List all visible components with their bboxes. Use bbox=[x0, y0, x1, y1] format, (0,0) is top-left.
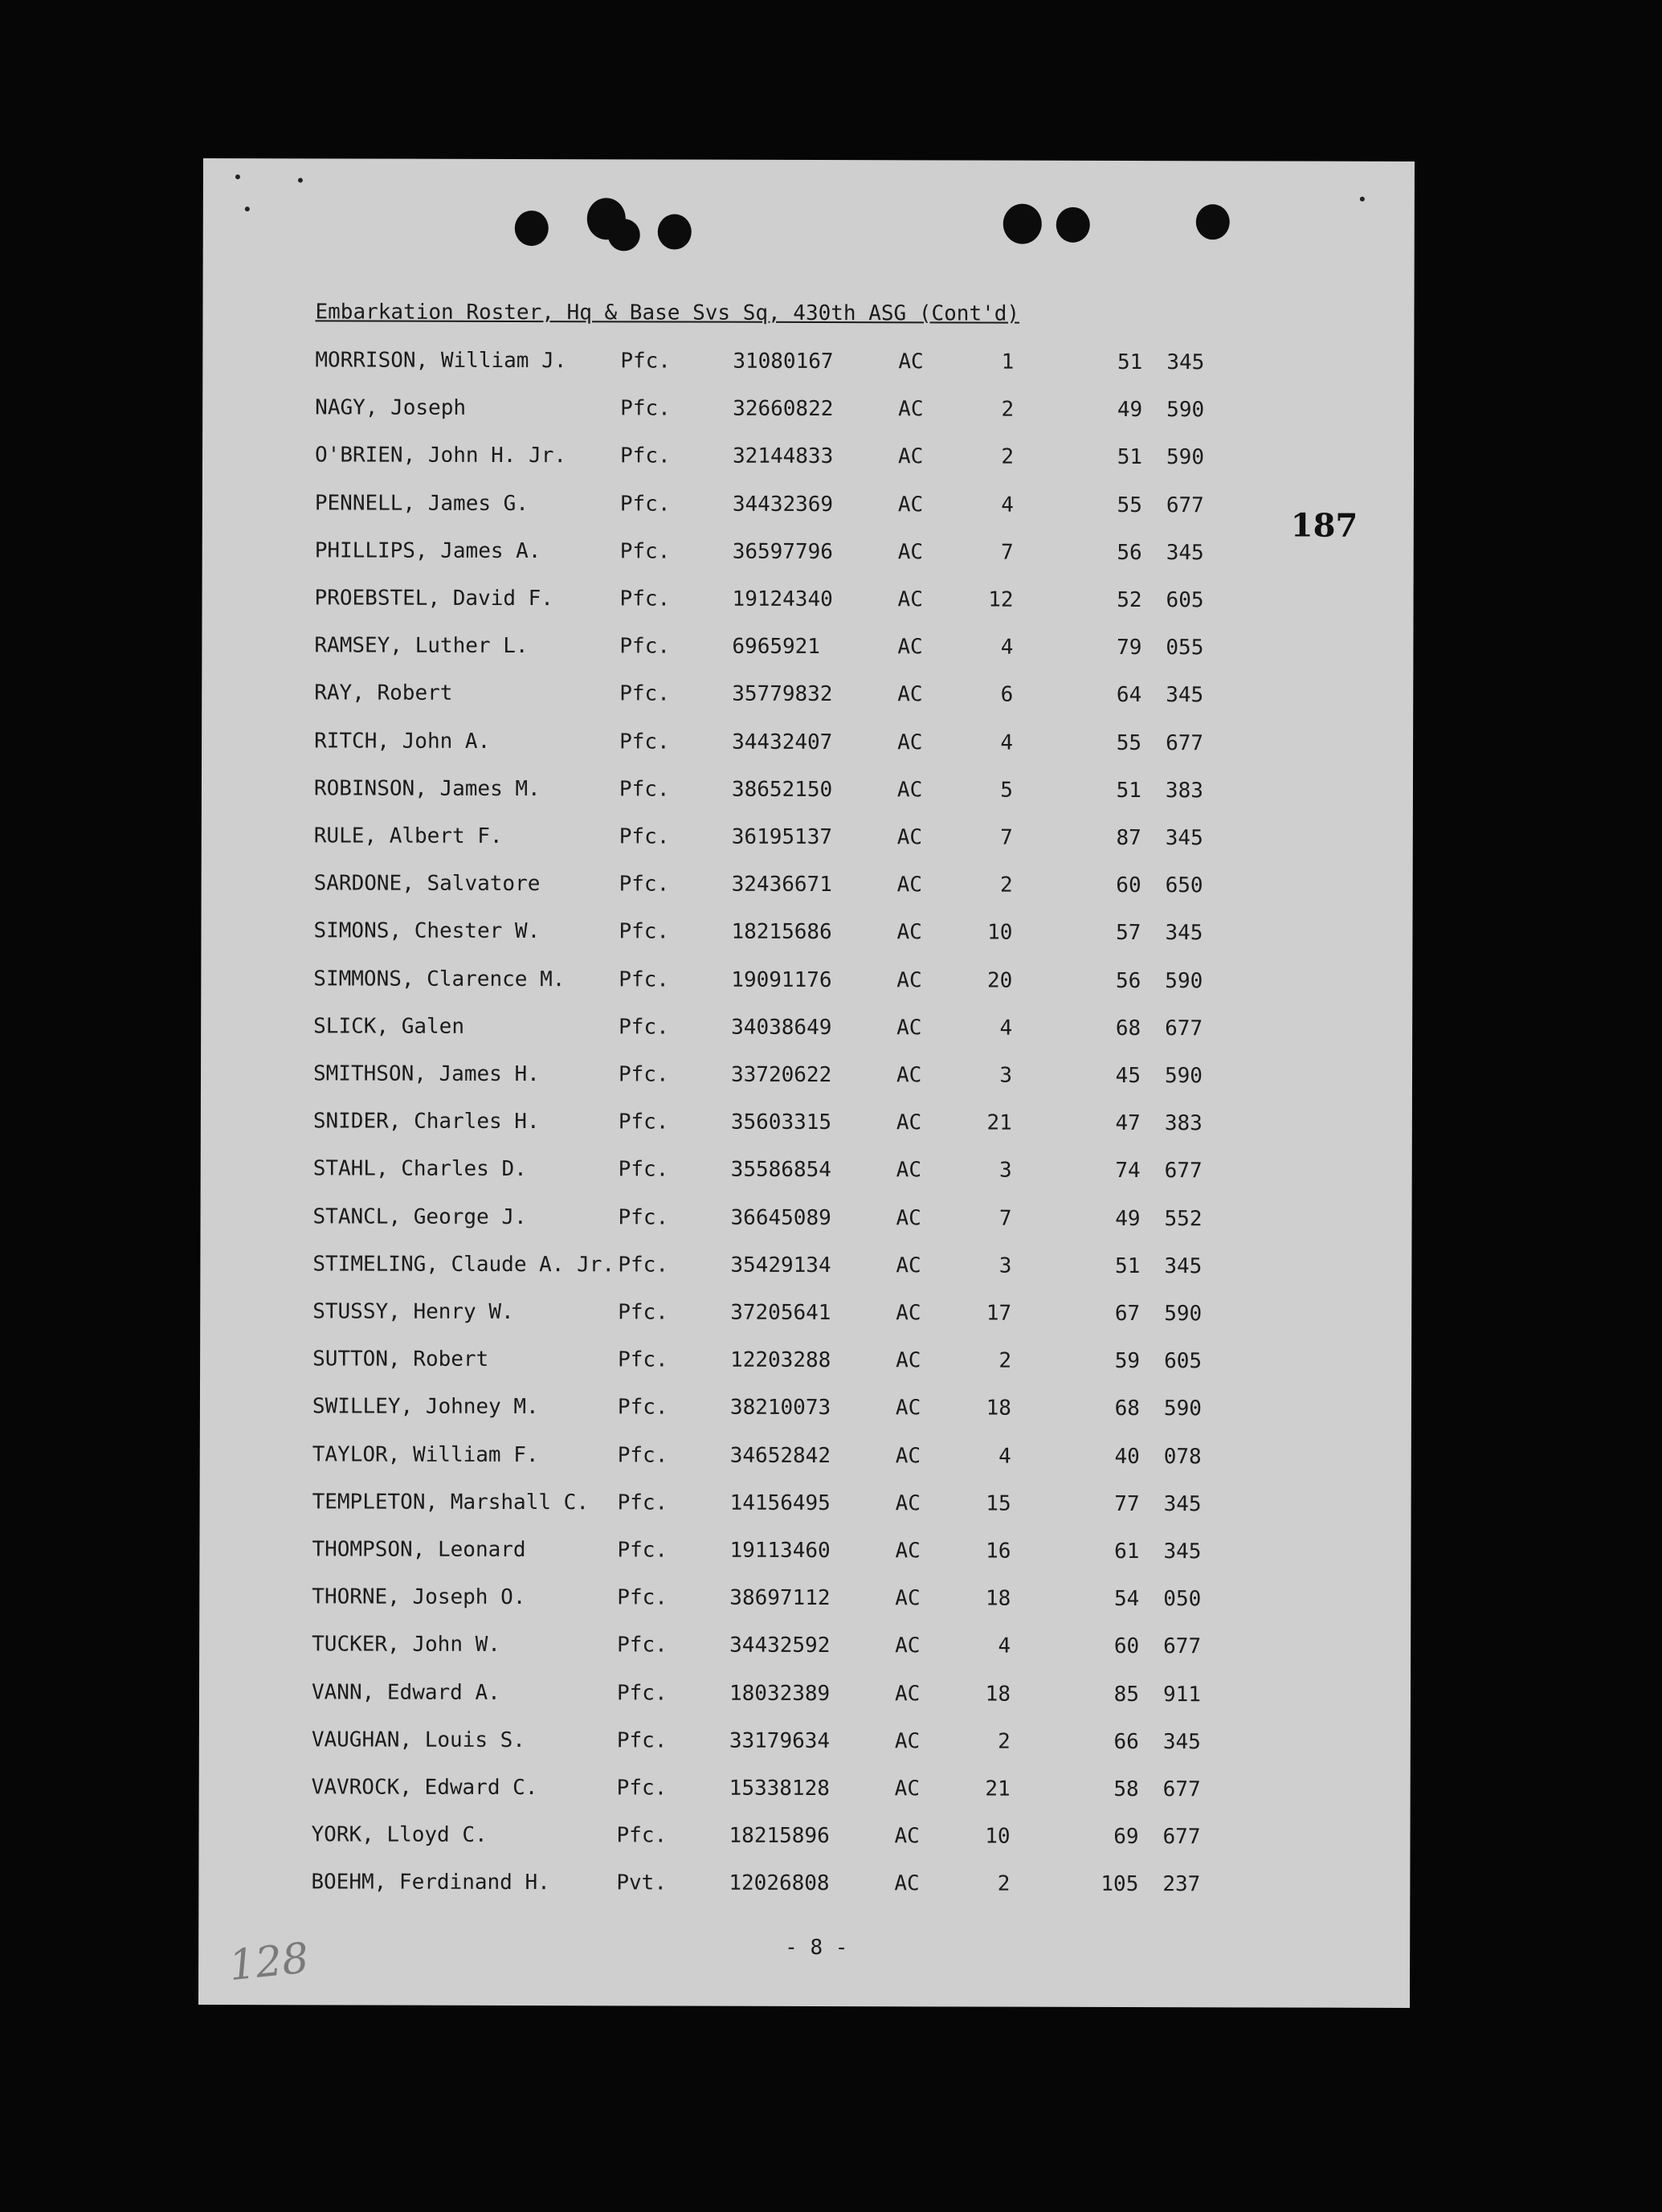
entry-serial-number: 35779832 bbox=[732, 682, 833, 707]
entry-arm-of-service: AC bbox=[896, 920, 922, 945]
entry-arm-of-service: AC bbox=[896, 1158, 922, 1183]
entry-code-1: 20 bbox=[986, 968, 1013, 993]
entry-code-2: 68 bbox=[1114, 1396, 1140, 1421]
entry-code-1: 10 bbox=[985, 1824, 1011, 1849]
roster-row bbox=[202, 491, 1414, 523]
entry-name: TAYLOR, William F. bbox=[312, 1441, 539, 1467]
roster-row bbox=[199, 1775, 1411, 1807]
entry-serial-number: 15338128 bbox=[729, 1776, 830, 1801]
entry-name: RAMSEY, Luther L. bbox=[314, 633, 529, 659]
roster-row bbox=[200, 1204, 1411, 1237]
entry-code-3: 590 bbox=[1164, 1302, 1203, 1327]
entry-code-2: 57 bbox=[1116, 921, 1141, 946]
entry-grade: Pfc. bbox=[618, 1347, 668, 1372]
entry-code-3: 677 bbox=[1163, 1634, 1202, 1659]
roster-title: Embarkation Roster, Hq & Base Svs Sq, 430th ASG (Cont'd) bbox=[315, 300, 1020, 326]
entry-code-1: 7 bbox=[998, 1206, 1012, 1231]
entry-code-3: 345 bbox=[1163, 1491, 1202, 1517]
entry-name: SMITHSON, James H. bbox=[312, 1061, 540, 1087]
entry-name: THORNE, Joseph O. bbox=[312, 1584, 526, 1610]
entry-serial-number: 18215896 bbox=[729, 1823, 830, 1849]
entry-code-3: 345 bbox=[1166, 350, 1205, 375]
entry-grade: Pfc. bbox=[620, 349, 672, 374]
entry-arm-of-service: AC bbox=[898, 350, 924, 374]
entry-arm-of-service: AC bbox=[898, 397, 924, 422]
entry-serial-number: 33179634 bbox=[729, 1728, 831, 1753]
entry-code-1: 4 bbox=[999, 1016, 1013, 1041]
entry-arm-of-service: AC bbox=[895, 1491, 921, 1516]
entry-name: THOMPSON, Leonard bbox=[312, 1537, 526, 1563]
entry-name: STAHL, Charles D. bbox=[312, 1156, 527, 1182]
roster-row bbox=[202, 871, 1413, 903]
entry-code-1: 5 bbox=[1000, 778, 1013, 803]
entry-serial-number: 14156495 bbox=[729, 1490, 831, 1515]
entry-name: STIMELING, Claude A. Jr. bbox=[312, 1252, 615, 1278]
roster-row bbox=[202, 586, 1414, 618]
entry-grade: Pfc. bbox=[620, 396, 671, 421]
entry-code-1: 21 bbox=[986, 1110, 1012, 1135]
entry-code-1: 4 bbox=[998, 1633, 1011, 1659]
entry-arm-of-service: AC bbox=[897, 635, 923, 660]
entry-name: NAGY, Joseph bbox=[315, 395, 467, 421]
entry-name: SNIDER, Charles H. bbox=[312, 1109, 540, 1135]
roster-row bbox=[199, 1632, 1411, 1664]
roster-row bbox=[202, 348, 1414, 380]
entry-code-3: 590 bbox=[1166, 398, 1205, 423]
entry-serial-number: 34432407 bbox=[732, 730, 833, 754]
entry-code-2: 51 bbox=[1117, 350, 1143, 375]
entry-serial-number: 36195137 bbox=[731, 824, 833, 850]
entry-code-3: 590 bbox=[1166, 445, 1205, 470]
entry-code-1: 10 bbox=[987, 920, 1013, 946]
entry-arm-of-service: AC bbox=[897, 540, 924, 565]
entry-arm-of-service: AC bbox=[896, 1253, 921, 1278]
entry-serial-number: 34038649 bbox=[731, 1015, 832, 1040]
entry-code-3: 552 bbox=[1164, 1206, 1203, 1231]
entry-code-1: 3 bbox=[998, 1253, 1012, 1278]
entry-name: PENNELL, James G. bbox=[314, 490, 529, 516]
entry-code-2: 85 bbox=[1113, 1682, 1140, 1707]
entry-code-3: 677 bbox=[1162, 1825, 1201, 1850]
roster-row bbox=[201, 967, 1412, 999]
roster-row bbox=[198, 1870, 1410, 1902]
entry-serial-number: 35429134 bbox=[730, 1253, 831, 1278]
entry-name: VANN, Edward A. bbox=[311, 1679, 500, 1705]
entry-serial-number: 34432369 bbox=[732, 492, 834, 517]
entry-grade: Pfc. bbox=[619, 967, 669, 992]
entry-code-3: 345 bbox=[1165, 826, 1203, 851]
entry-arm-of-service: AC bbox=[897, 444, 924, 469]
entry-code-3: 383 bbox=[1164, 1111, 1203, 1136]
entry-code-2: 74 bbox=[1115, 1159, 1141, 1184]
entry-code-2: 45 bbox=[1115, 1063, 1141, 1089]
entry-code-3: 650 bbox=[1165, 873, 1203, 898]
entry-code-3: 677 bbox=[1162, 1777, 1201, 1802]
entry-code-3: 345 bbox=[1166, 540, 1204, 566]
entry-code-2: 49 bbox=[1115, 1206, 1141, 1231]
entry-code-1: 18 bbox=[985, 1586, 1011, 1611]
entry-code-3: 055 bbox=[1166, 636, 1204, 660]
entry-code-2: 77 bbox=[1114, 1491, 1140, 1516]
document-page bbox=[198, 158, 1415, 2008]
entry-name: RULE, Albert F. bbox=[313, 824, 503, 848]
entry-arm-of-service: AC bbox=[896, 1301, 921, 1326]
entry-name: VAUGHAN, Louis S. bbox=[311, 1727, 525, 1752]
entry-grade: Pfc. bbox=[619, 634, 671, 659]
entry-code-1: 18 bbox=[986, 1396, 1011, 1421]
entry-name: STUSSY, Henry W. bbox=[312, 1299, 514, 1325]
entry-arm-of-service: AC bbox=[896, 967, 922, 992]
entry-code-2: 60 bbox=[1116, 873, 1141, 898]
entry-grade: Pfc. bbox=[619, 729, 670, 754]
entry-grade: Pfc. bbox=[617, 1395, 668, 1420]
roster-row bbox=[201, 1109, 1412, 1141]
entry-code-2: 51 bbox=[1115, 1253, 1141, 1278]
entry-arm-of-service: AC bbox=[895, 1443, 921, 1468]
entry-code-1: 18 bbox=[985, 1682, 1011, 1707]
entry-grade: Pfc. bbox=[619, 587, 671, 611]
entry-serial-number: 19091176 bbox=[731, 967, 832, 992]
entry-serial-number: 18032389 bbox=[729, 1681, 831, 1706]
entry-arm-of-service: AC bbox=[897, 492, 924, 517]
entry-serial-number: 34432592 bbox=[729, 1633, 831, 1658]
entry-serial-number: 12026808 bbox=[729, 1871, 830, 1896]
entry-name: SLICK, Galen bbox=[313, 1014, 465, 1039]
entry-code-2: 67 bbox=[1114, 1301, 1141, 1327]
entry-code-3: 345 bbox=[1164, 1253, 1203, 1279]
entry-code-1: 7 bbox=[1000, 825, 1013, 850]
roster-row bbox=[202, 681, 1413, 713]
entry-arm-of-service: AC bbox=[896, 825, 923, 850]
entry-arm-of-service: AC bbox=[896, 1016, 922, 1041]
entry-name: YORK, Lloyd C. bbox=[311, 1822, 488, 1848]
entry-grade: Pfc. bbox=[617, 1538, 668, 1563]
entry-serial-number: 37205641 bbox=[730, 1300, 831, 1326]
entry-serial-number: 35586854 bbox=[730, 1158, 831, 1183]
entry-serial-number: 32660822 bbox=[733, 396, 834, 422]
entry-code-2: 47 bbox=[1115, 1111, 1141, 1136]
roster-row bbox=[200, 1490, 1411, 1522]
entry-name: RAY, Robert bbox=[314, 681, 453, 706]
entry-serial-number: 36645089 bbox=[730, 1205, 831, 1230]
entry-serial-number: 19124340 bbox=[732, 587, 833, 612]
entry-name: PHILLIPS, James A. bbox=[314, 538, 541, 563]
entry-grade: Pfc. bbox=[618, 1062, 669, 1087]
entry-name: ROBINSON, James M. bbox=[313, 776, 541, 801]
entry-serial-number: 19113460 bbox=[729, 1538, 831, 1564]
entry-code-2: 69 bbox=[1113, 1825, 1139, 1850]
roster-row bbox=[200, 1442, 1411, 1474]
roster-row bbox=[200, 1299, 1411, 1331]
entry-code-3: 345 bbox=[1162, 1729, 1201, 1755]
entry-grade: Pfc. bbox=[619, 777, 670, 802]
entry-arm-of-service: AC bbox=[894, 1729, 921, 1754]
entry-code-2: 55 bbox=[1116, 730, 1142, 755]
entry-code-2: 58 bbox=[1113, 1777, 1139, 1802]
entry-name: TEMPLETON, Marshall C. bbox=[312, 1490, 590, 1515]
entry-code-3: 345 bbox=[1163, 1539, 1202, 1564]
entry-arm-of-service: AC bbox=[894, 1871, 920, 1896]
entry-name: STANCL, George J. bbox=[312, 1204, 527, 1229]
entry-serial-number: 32436671 bbox=[731, 872, 832, 897]
page-number: - 8 - bbox=[785, 1935, 848, 1961]
entry-arm-of-service: AC bbox=[896, 1063, 922, 1088]
entry-code-3: 677 bbox=[1165, 1016, 1203, 1041]
entry-arm-of-service: AC bbox=[895, 1633, 921, 1658]
entry-name: BOEHM, Ferdinand H. bbox=[311, 1870, 550, 1895]
entry-arm-of-service: AC bbox=[897, 682, 923, 707]
entry-grade: Pfc. bbox=[616, 1823, 668, 1848]
entry-name: SIMONS, Chester W. bbox=[313, 918, 541, 944]
entry-code-3: 078 bbox=[1163, 1444, 1202, 1469]
entry-code-3: 590 bbox=[1163, 1396, 1202, 1421]
entry-code-2: 60 bbox=[1113, 1634, 1140, 1659]
entry-name: SWILLEY, Johney M. bbox=[312, 1394, 539, 1420]
entry-arm-of-service: AC bbox=[896, 1205, 921, 1230]
entry-code-1: 2 bbox=[1001, 397, 1015, 422]
entry-grade: Pfc. bbox=[619, 491, 671, 517]
entry-code-2: 79 bbox=[1117, 636, 1142, 660]
entry-grade: Pfc. bbox=[619, 872, 670, 897]
roster-row bbox=[202, 824, 1413, 856]
entry-name: SIMMONS, Clarence M. bbox=[313, 966, 566, 992]
entry-name: TUCKER, John W. bbox=[312, 1632, 501, 1658]
entry-grade: Pfc. bbox=[617, 1442, 668, 1468]
entry-grade: Pfc. bbox=[619, 1015, 669, 1040]
entry-grade: Pfc. bbox=[618, 1204, 669, 1230]
entry-code-3: 345 bbox=[1165, 921, 1203, 946]
entry-code-3: 605 bbox=[1164, 1349, 1203, 1374]
entry-grade: Pfc. bbox=[617, 1490, 668, 1515]
entry-code-3: 911 bbox=[1162, 1682, 1202, 1707]
entry-arm-of-service: AC bbox=[895, 1539, 921, 1564]
entry-code-2: 87 bbox=[1116, 825, 1141, 851]
entry-serial-number: 38697112 bbox=[729, 1585, 831, 1611]
entry-code-1: 3 bbox=[999, 1063, 1013, 1088]
entry-code-2: 56 bbox=[1115, 968, 1141, 993]
entry-arm-of-service: AC bbox=[897, 587, 923, 612]
entry-code-2: 59 bbox=[1114, 1349, 1141, 1374]
roster-row bbox=[200, 1347, 1411, 1379]
entry-arm-of-service: AC bbox=[896, 778, 923, 803]
entry-code-1: 2 bbox=[998, 1348, 1012, 1373]
roster-row bbox=[202, 443, 1414, 475]
page-stamp-number: 187 bbox=[1290, 506, 1358, 545]
entry-grade: Pfc. bbox=[619, 919, 670, 944]
entry-code-2: 52 bbox=[1117, 587, 1142, 613]
entry-serial-number: 34652842 bbox=[729, 1443, 831, 1468]
entry-code-1: 21 bbox=[985, 1777, 1011, 1801]
entry-code-2: 54 bbox=[1113, 1587, 1140, 1612]
roster-row bbox=[200, 1252, 1411, 1284]
entry-serial-number: 36597796 bbox=[732, 539, 833, 564]
entry-arm-of-service: AC bbox=[894, 1681, 921, 1706]
roster-row bbox=[201, 918, 1412, 951]
entry-arm-of-service: AC bbox=[894, 1824, 920, 1849]
entry-code-1: 3 bbox=[999, 1158, 1012, 1184]
entry-name: RITCH, John A. bbox=[314, 728, 491, 754]
entry-serial-number: 35603315 bbox=[730, 1110, 832, 1135]
entry-arm-of-service: AC bbox=[896, 1348, 921, 1373]
entry-code-3: 677 bbox=[1166, 730, 1204, 755]
entry-code-2: 61 bbox=[1114, 1539, 1140, 1564]
roster-row bbox=[199, 1680, 1411, 1712]
roster-row bbox=[202, 633, 1413, 665]
entry-serial-number: 38652150 bbox=[731, 777, 833, 802]
entry-code-3: 050 bbox=[1163, 1587, 1202, 1612]
roster-row bbox=[202, 729, 1413, 761]
entry-grade: Pfc. bbox=[618, 1253, 669, 1278]
entry-arm-of-service: AC bbox=[894, 1777, 921, 1801]
entry-arm-of-service: AC bbox=[895, 1396, 921, 1421]
entry-grade: Pvt. bbox=[616, 1871, 668, 1895]
entry-arm-of-service: AC bbox=[896, 873, 922, 897]
entry-name: MORRISON, William J. bbox=[315, 348, 567, 374]
entry-code-1: 17 bbox=[986, 1301, 1012, 1326]
roster-list bbox=[198, 158, 1415, 2008]
roster-row bbox=[199, 1537, 1411, 1569]
entry-code-3: 677 bbox=[1166, 493, 1204, 517]
entry-code-1: 1 bbox=[1001, 350, 1015, 374]
roster-row bbox=[201, 1061, 1412, 1094]
entry-code-1: 6 bbox=[1000, 682, 1014, 708]
entry-grade: Pfc. bbox=[618, 1157, 669, 1182]
entry-grade: Pfc. bbox=[616, 1728, 668, 1753]
entry-serial-number: 31080167 bbox=[733, 349, 834, 374]
roster-row bbox=[198, 1822, 1410, 1854]
entry-grade: Pfc. bbox=[619, 539, 671, 564]
roster-row bbox=[202, 538, 1414, 570]
roster-row bbox=[201, 1156, 1412, 1188]
entry-serial-number: 38210073 bbox=[729, 1396, 831, 1421]
entry-code-2: 51 bbox=[1117, 445, 1143, 470]
entry-code-2: 56 bbox=[1117, 540, 1142, 565]
entry-code-2: 68 bbox=[1115, 1016, 1141, 1041]
entry-grade: Pfc. bbox=[616, 1680, 668, 1706]
entry-grade: Pfc. bbox=[618, 1110, 669, 1135]
entry-code-3: 605 bbox=[1166, 588, 1204, 613]
entry-code-2: 49 bbox=[1117, 398, 1143, 423]
entry-code-1: 7 bbox=[1001, 540, 1014, 565]
entry-name: VAVROCK, Edward C. bbox=[311, 1775, 538, 1801]
entry-serial-number: 33720622 bbox=[730, 1062, 832, 1088]
entry-code-1: 4 bbox=[1001, 493, 1014, 517]
entry-code-3: 345 bbox=[1166, 683, 1204, 708]
entry-code-2: 105 bbox=[1101, 1872, 1139, 1897]
roster-row bbox=[199, 1727, 1411, 1760]
entry-code-3: 590 bbox=[1164, 1064, 1203, 1089]
entry-code-1: 12 bbox=[988, 587, 1014, 612]
roster-row bbox=[200, 1394, 1411, 1426]
entry-serial-number: 6965921 bbox=[732, 634, 821, 660]
handwritten-note: 128 bbox=[227, 1934, 312, 1991]
entry-grade: Pfc. bbox=[619, 681, 670, 706]
entry-serial-number: 32144833 bbox=[732, 444, 834, 469]
entry-name: O'BRIEN, John H. Jr. bbox=[314, 443, 567, 468]
entry-code-1: 16 bbox=[986, 1539, 1011, 1564]
entry-code-1: 2 bbox=[1001, 444, 1015, 470]
entry-name: PROEBSTEL, David F. bbox=[314, 586, 554, 611]
entry-arm-of-service: AC bbox=[897, 730, 923, 754]
entry-code-1: 15 bbox=[986, 1491, 1011, 1516]
entry-serial-number: 12203288 bbox=[730, 1347, 831, 1373]
roster-row bbox=[201, 1014, 1412, 1046]
entry-code-1: 2 bbox=[998, 1729, 1011, 1754]
entry-code-1: 4 bbox=[1000, 730, 1014, 755]
entry-code-3: 383 bbox=[1165, 778, 1203, 803]
entry-name: SUTTON, Robert bbox=[312, 1347, 489, 1372]
entry-code-2: 40 bbox=[1114, 1444, 1140, 1469]
roster-row bbox=[202, 776, 1413, 808]
entry-code-2: 66 bbox=[1113, 1729, 1139, 1754]
entry-name: SARDONE, Salvatore bbox=[313, 871, 541, 897]
roster-row bbox=[199, 1584, 1411, 1617]
entry-code-1: 4 bbox=[1000, 635, 1014, 660]
entry-grade: Pfc. bbox=[619, 824, 670, 849]
entry-grade: Pfc. bbox=[616, 1776, 668, 1801]
entry-code-1: 4 bbox=[998, 1444, 1011, 1469]
entry-code-2: 55 bbox=[1117, 493, 1142, 517]
entry-code-3: 237 bbox=[1162, 1872, 1201, 1897]
entry-code-2: 64 bbox=[1116, 683, 1142, 708]
entry-grade: Pfc. bbox=[617, 1585, 668, 1610]
entry-serial-number: 18215686 bbox=[731, 920, 832, 945]
entry-code-2: 51 bbox=[1116, 778, 1141, 803]
entry-arm-of-service: AC bbox=[896, 1110, 922, 1135]
entry-code-3: 677 bbox=[1164, 1159, 1203, 1184]
entry-code-1: 2 bbox=[999, 873, 1013, 897]
roster-row bbox=[202, 395, 1414, 427]
entry-code-1: 2 bbox=[997, 1871, 1011, 1897]
entry-grade: Pfc. bbox=[618, 1300, 668, 1325]
entry-grade: Pfc. bbox=[617, 1633, 668, 1658]
entry-code-3: 590 bbox=[1165, 968, 1203, 993]
entry-arm-of-service: AC bbox=[895, 1586, 921, 1611]
entry-grade: Pfc. bbox=[619, 444, 671, 468]
